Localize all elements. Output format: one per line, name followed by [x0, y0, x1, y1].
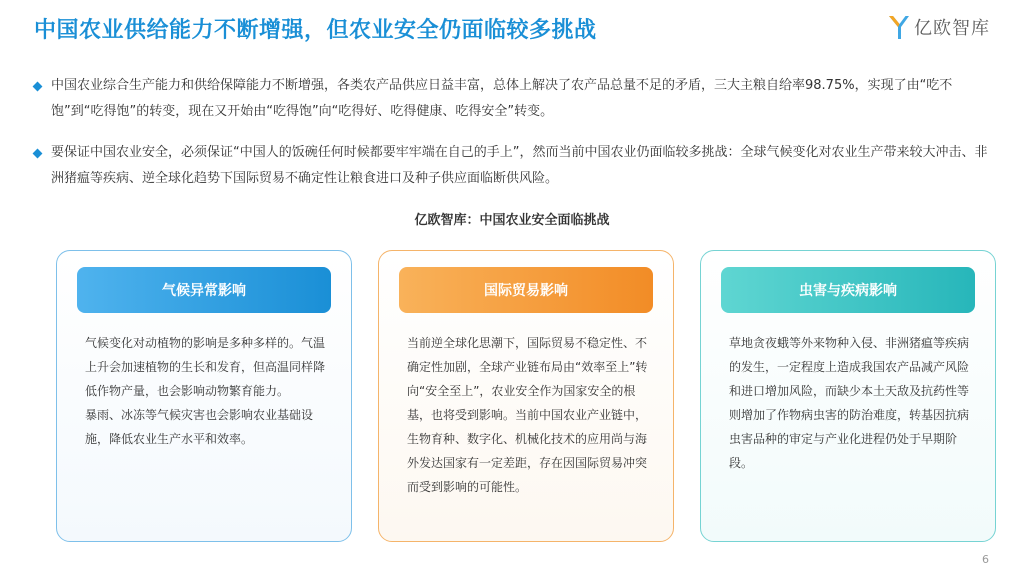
bullet-point: [34, 73, 996, 125]
page-number: 6: [982, 553, 989, 566]
card-body: [729, 331, 975, 475]
bullet-text: 要保证中国农业安全，必须保证“中国人的饭碗任何时候都要牢牢端在自己的手上”，然而当前中国农业仍面临较多挑战：全球气候变化对农业生产带来较大冲击、非洲猪瘟等疾病、逆全球化趋势下国际贸易不确定性让粮食进口及种子供应面临断供风险。: [51, 145, 988, 186]
card-title: 国际贸易影响: [399, 267, 653, 313]
card-paragraph: 当前逆全球化思潮下，国际贸易不稳定性、不确定性加剧，全球产业链布局由“效率至上”转向“安全至上”，农业安全作为国家安全的根基，也将受到影响。当前中国农业产业链中，生物育种、数字化、机械化技术的应用尚与海外发达国家有一定差距，存在因国际贸易冲突而受到影响的可能性。: [407, 336, 648, 494]
logo-text: 亿欧智库: [914, 18, 990, 39]
bullet-text: 中国农业综合生产能力和供给保障能力不断增强，各类农产品供应日益丰富，总体上解决了农产品总量不足的矛盾，三大主粮自给率98.75%，实现了由“吃不饱”到“吃得饱”的转变，现在又开始由“吃得饱”向“吃得好、吃得健康、吃得安全”转变。: [51, 78, 953, 119]
card-paragraph: 气候变化对动植物的影响是多种多样的。气温上升会加速植物的生长和发育，但高温同样降低作物产量，也会影响动物繁育能力。: [85, 336, 326, 398]
logo: [888, 14, 990, 40]
logo-icon: [888, 14, 910, 40]
card-paragraph: 草地贪夜蛾等外来物种入侵、非洲猪瘟等疾病的发生，一定程度上造成我国农产品减产风险和进口增加风险，而缺少本土天敌及抗药性等则增加了作物病虫害的防治难度，转基因抗病虫害品种的审定与产业化进程仍处于早期阶段。: [729, 336, 970, 470]
card-title: 虫害与疾病影响: [721, 267, 975, 313]
card-pest-disease-impact: [700, 250, 996, 542]
card-trade-impact: [378, 250, 674, 542]
section-title: 亿欧智库：中国农业安全面临挑战: [414, 213, 610, 228]
bullet-point: [34, 140, 996, 192]
card-body: [407, 331, 653, 499]
diamond-bullet-icon: [33, 82, 43, 92]
card-body: [85, 331, 331, 451]
page-title: 中国农业供给能力不断增强，但农业安全仍面临较多挑战: [34, 18, 597, 43]
card-climate-impact: [56, 250, 352, 542]
diamond-bullet-icon: [33, 149, 43, 159]
card-title: 气候异常影响: [77, 267, 331, 313]
card-paragraph: 暴雨、冰冻等气候灾害也会影响农业基础设施，降低农业生产水平和效率。: [85, 408, 314, 446]
